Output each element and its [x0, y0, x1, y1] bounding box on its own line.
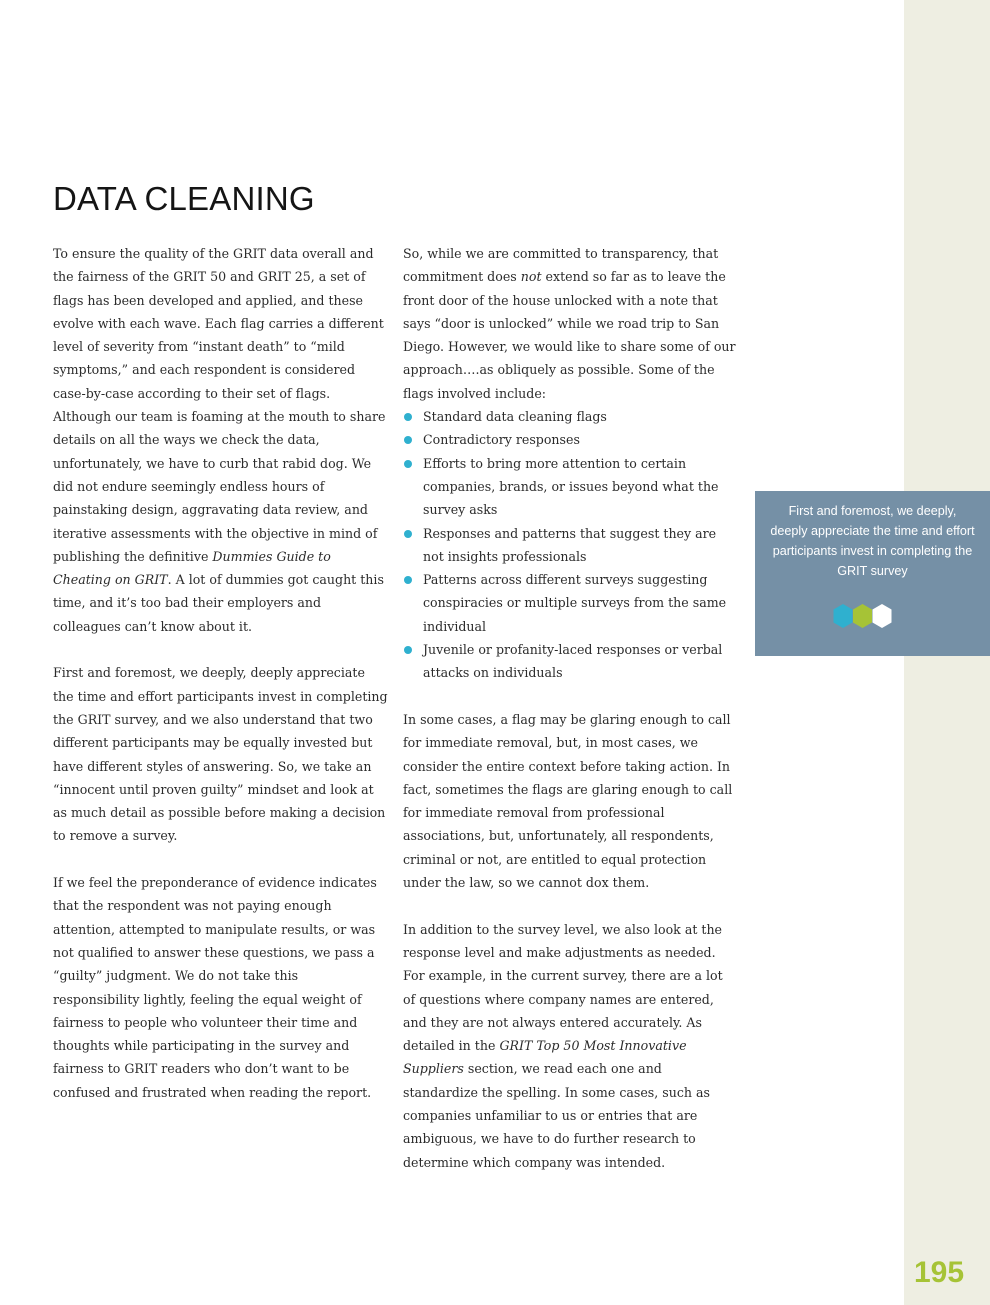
list-item	[403, 522, 738, 569]
list-item	[403, 405, 738, 428]
list-item-text: Efforts to bring more attention to certain companies, brands, or issues beyond what the survey asks	[423, 455, 719, 518]
list-item-text: Juvenile or profanity-laced responses or verbal attacks on individuals	[423, 642, 723, 681]
bullet-icon	[404, 413, 412, 421]
text-run: To ensure the quality of the GRIT data overall and the fairness of the GRIT 50 and GRIT 25, a set of flags has been developed and applied, and these evolve with each wave. Each flag carries a different level of severity from “instant death” to “mild symptoms,” and each respondent is considered case-by-case according to their set of flags. Although our team is foaming at the mouth to share details on all the ways we check the data, unfortunately, we have to curb that rabid dog. We did not endure seemingly endless hours of painstaking design, aggravating data review, and iterative assessments with the objective in mind of publishing the definitive	[53, 246, 386, 564]
right-column	[403, 242, 738, 1174]
text-run: section, we read each one and standardize the spelling. In some cases, such as companies unfamiliar to us or entries that are ambiguous, we have to do further research to determine which company was intended.	[403, 1061, 710, 1170]
bullet-icon	[404, 530, 412, 538]
bullet-icon	[404, 460, 412, 468]
page-number: 195	[913, 1256, 965, 1289]
list-item	[403, 428, 738, 451]
hexagon-green	[853, 604, 872, 628]
list-item-text: Standard data cleaning flags	[423, 409, 607, 425]
bullet-icon	[404, 646, 412, 654]
list-item	[403, 452, 738, 522]
bullet-icon	[404, 576, 412, 584]
paragraph-guilty-judgment: If we feel the preponderance of evidence indicates that the respondent was not paying enough attention, attempted to manipulate results, or was not qualified to answer these questions, we pass a “guilty” judgment. We do not take this responsibility lightly, feeling the equal weight of fairness to people who volunteer their time and thoughts while participating in the survey and fairness to GRIT readers who don’t want to be confused and frustrated when reading the report.	[53, 875, 377, 1100]
paragraph-transparency	[403, 242, 738, 405]
flags-list	[403, 405, 738, 685]
emphasis-text: GRIT Top 50 Most Innovative Suppliers	[403, 1038, 687, 1077]
paragraph-response-level	[403, 918, 738, 1174]
pull-quote-text: First and foremost, we deeply, deeply appreciate the time and effort participants invest in completing the GRIT survey	[770, 504, 975, 578]
list-item-text: Patterns across different surveys suggesting conspiracies or multiple surveys from the same individual	[423, 572, 727, 634]
emphasis-text: not	[520, 269, 542, 285]
list-item-text: Contradictory responses	[423, 432, 580, 448]
text-run: So, while we are committed to transparency, that commitment does	[403, 246, 719, 285]
left-column	[53, 242, 388, 1104]
list-item	[403, 568, 738, 638]
page-title: DATA CLEANING	[53, 180, 315, 217]
hexagon-white	[873, 604, 892, 628]
list-item	[403, 638, 738, 685]
text-run: In addition to the survey level, we also look at the response level and make adjustments as needed. For example, in the current survey, there are a lot of questions where company names are entered, and they are not always entered accurately. As detailed in the	[403, 921, 723, 1054]
bullet-icon	[404, 436, 412, 444]
list-item-text: Responses and patterns that suggest they are not insights professionals	[423, 525, 717, 564]
text-run: extend so far as to leave the front door of the house unlocked with a note that says “door is unlocked” while we road trip to San Diego. However, we would like to share some of our approach….as obliquely as possible. Some of the flags involved include:	[403, 269, 736, 401]
pull-quote-callout	[755, 491, 990, 656]
text-run: . A lot of dummies got caught this time, and it’s too bad their employers and colleagues can’t know about it.	[53, 572, 384, 634]
paragraph-removal: In some cases, a flag may be glaring enough to call for immediate removal, but, in most cases, we consider the entire context before taking action. In fact, sometimes the flags are glaring enough to call for immediate removal from professional associations, but, unfortunately, all respondents, criminal or not, are entitled to equal protection under the law, so we cannot dox them.	[403, 711, 733, 891]
hexagon-blue	[834, 604, 853, 628]
paragraph-appreciation: First and foremost, we deeply, deeply appreciate the time and effort participants invest in completing the GRIT survey, and we also understand that two different participants may be equally invested but have different styles of answering. So, we take an “innocent until proven guilty” mindset and look at as much detail as possible before making a decision to remove a survey.	[53, 665, 388, 844]
hexagon-cluster-icon	[832, 603, 896, 629]
paragraph-flags-intro	[53, 242, 388, 638]
emphasis-text: Dummies Guide to Cheating on GRIT	[53, 548, 331, 588]
